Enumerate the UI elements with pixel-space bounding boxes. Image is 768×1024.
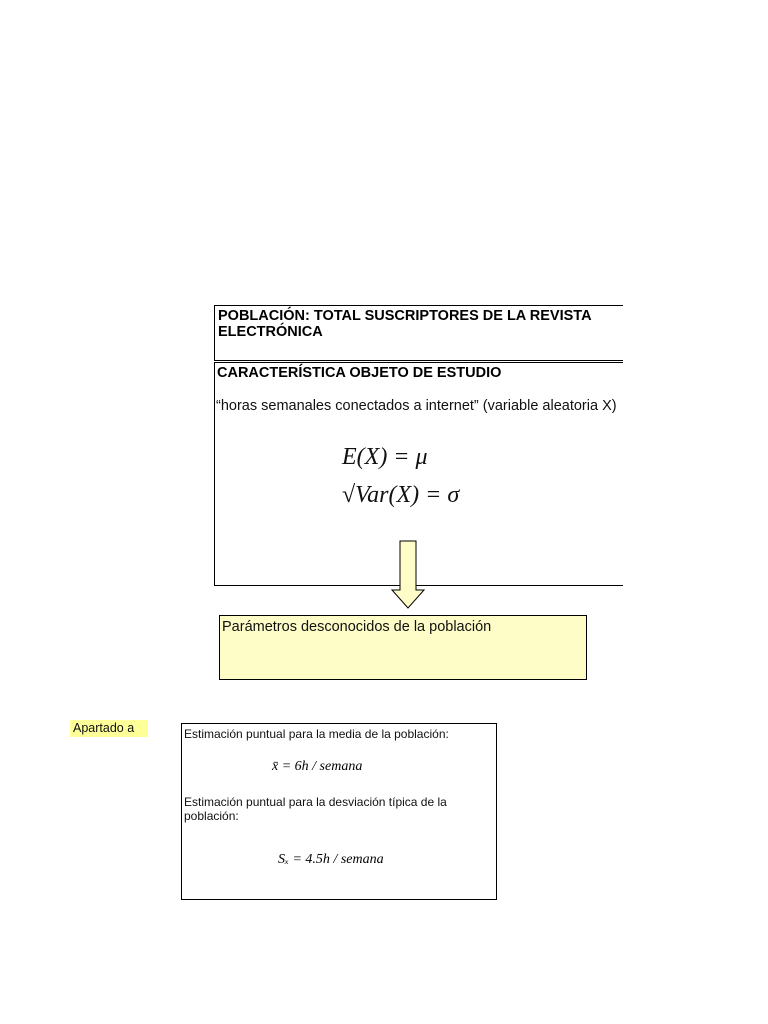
variance-formula: √Var(X) = σ bbox=[342, 482, 460, 508]
estimacion-box bbox=[181, 723, 497, 900]
estimacion-desviacion-formula: Sₓ = 4.5h / semana bbox=[278, 852, 384, 867]
estimacion-media-formula: x̄ = 6h / semana bbox=[272, 759, 363, 774]
estimacion-media-label: Estimación puntual para la media de la población: bbox=[184, 727, 449, 741]
expectation-formula: E(X) = μ bbox=[342, 444, 428, 470]
page-clip bbox=[623, 300, 768, 590]
estimacion-desviacion-label: Estimación puntual para la desviación típica de la población: bbox=[184, 795, 447, 823]
caracteristica-title: CARACTERÍSTICA OBJETO DE ESTUDIO bbox=[217, 365, 502, 381]
caracteristica-description: “horas semanales conectados a internet” (variable aleatoria X) bbox=[216, 398, 617, 414]
down-arrow-icon bbox=[390, 540, 426, 610]
poblacion-title: POBLACIÓN: TOTAL SUSCRIPTORES DE LA REVISTA ELECTRÓNICA bbox=[218, 308, 591, 340]
parametros-text: Parámetros desconocidos de la población bbox=[222, 619, 492, 635]
poblacion-box bbox=[214, 305, 655, 361]
caracteristica-box bbox=[214, 362, 655, 586]
parametros-box bbox=[219, 615, 587, 680]
apartado-label: Apartado a bbox=[70, 720, 148, 737]
